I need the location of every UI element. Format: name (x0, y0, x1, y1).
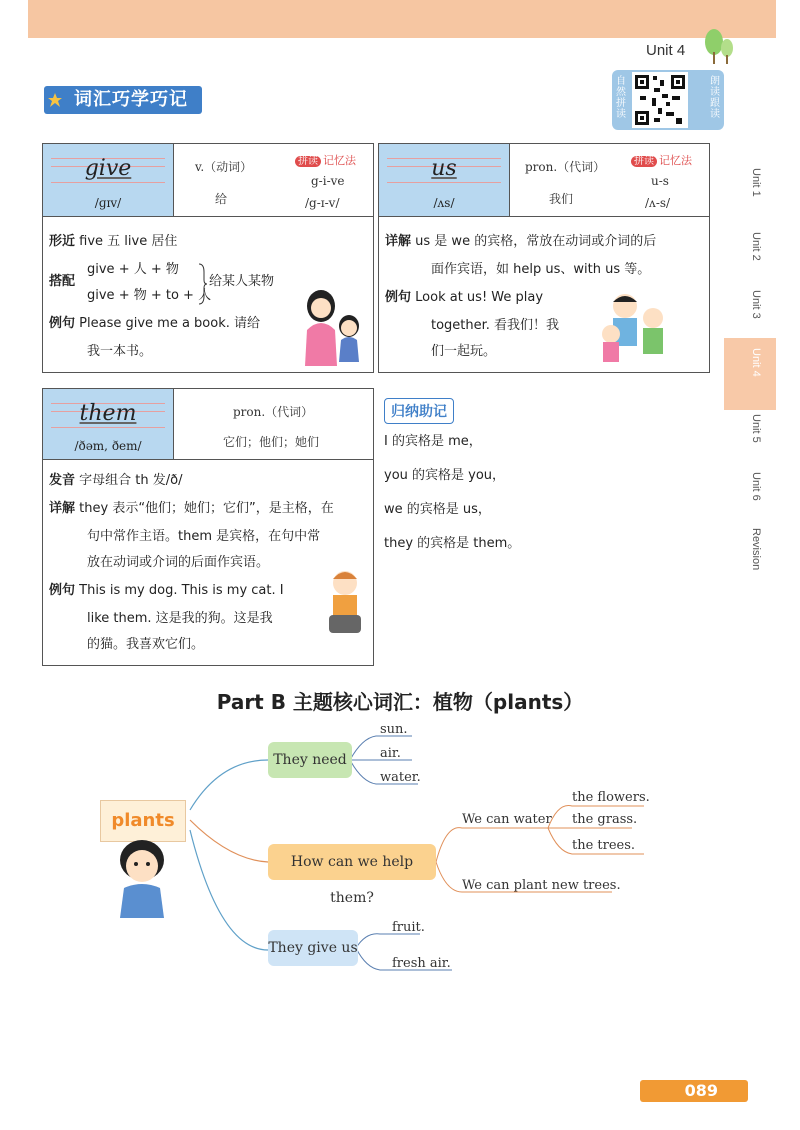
page-number: 089 (684, 1081, 718, 1100)
leaf-flowers: the flowers. (572, 790, 650, 805)
leaf-fresh-air: fresh air. (392, 956, 451, 971)
summary-line: I 的宾格是 me， (384, 434, 482, 449)
side-tab-unit6[interactable]: Unit 6 (750, 472, 762, 501)
word-title: give (84, 156, 132, 181)
summary-line: we 的宾格是 us， (384, 502, 491, 517)
detail-line: 详解 they 表示“他们；她们；它们”，是主格，在 (49, 501, 334, 516)
phonetic: /ɡɪv/ (94, 196, 122, 210)
example-line-2: like them. 这是我的狗。这是我 (87, 611, 273, 626)
word-card-give (42, 143, 374, 373)
phonics-badge: 拼读 记忆法 (295, 152, 356, 168)
detail-line: 详解 us 是 we 的宾格，常放在动词或介词的后 (385, 234, 657, 249)
phonics-split-phonetic: /ʌ-s/ (645, 196, 671, 210)
phonics-split: u-s (651, 174, 669, 188)
star-icon (48, 93, 62, 107)
example-line: 例句 Please give me a book. 请给 (49, 316, 261, 331)
collocation-meaning: 给某人某物 (209, 274, 275, 289)
collocation-1: give + 人 + 物 (87, 262, 179, 277)
word-title: them (79, 401, 137, 426)
meaning: 我们 (549, 192, 574, 206)
boy-illustration (321, 567, 369, 637)
summary-line: you 的宾格是 you， (384, 468, 506, 483)
phonetic: /ʌs/ (433, 196, 455, 210)
qr-right-label: 朗读跟读 (710, 76, 720, 120)
qr-code-icon[interactable] (632, 72, 688, 128)
word-head (43, 144, 174, 216)
qr-left-label: 自然拼读 (616, 76, 626, 120)
branch-help-them: How can we help them? (268, 844, 436, 880)
phonetic: /ðəm, ðem/ (74, 439, 142, 453)
word-card-us (378, 143, 710, 373)
branch-they-need: They need (268, 742, 352, 778)
collocation-2: give + 物 + to + 人 (87, 288, 212, 303)
word-title: us (431, 156, 457, 181)
example-line-2: 我一本书。 (87, 344, 153, 359)
summary-line: they 的宾格是 them。 (384, 536, 521, 551)
detail-line-2: 面作宾语，如 help us、with us 等。 (431, 262, 651, 277)
part-of-speech: pron.（代词） (233, 405, 314, 419)
leaf-water: water. (380, 770, 421, 785)
meaning: 给 (215, 192, 228, 206)
word-head (43, 389, 174, 459)
phonics-split: g-i-ve (311, 174, 345, 188)
leaf-trees: the trees. (572, 838, 636, 853)
row-label: 形近 five 五 live 居住 (49, 234, 178, 249)
family-illustration (597, 290, 677, 366)
side-tab-unit1[interactable]: Unit 1 (750, 168, 762, 197)
example-line-2: together. 看我们！我 (431, 318, 560, 333)
phonics-badge: 拼读 记忆法 (631, 152, 692, 168)
leaf-sun: sun. (380, 722, 408, 737)
center-label: plants (111, 810, 175, 831)
part-of-speech: v.（动词） (195, 160, 253, 174)
leaf-air: air. (380, 746, 401, 761)
pronunciation-line: 发音 字母组合 th 发/ð/ (49, 473, 183, 488)
tree-icon (702, 28, 736, 64)
example-line: 例句 This is my dog. This is my cat. I (49, 583, 284, 598)
sub-we-can-water: We can water (462, 812, 552, 827)
example-line-3: 们一起玩。 (431, 344, 497, 359)
section-title: 词汇巧学巧记 (44, 86, 202, 114)
brace-icon (197, 262, 207, 306)
side-tab-unit2[interactable]: Unit 2 (750, 232, 762, 261)
row-label: 搭配 (49, 274, 76, 289)
detail-line-3: 放在动词或介词的后面作宾语。 (87, 555, 270, 570)
sub-plant-new-trees: We can plant new trees. (462, 878, 621, 893)
word-head (379, 144, 510, 216)
example-line: 例句 Look at us! We play (385, 290, 544, 305)
part-of-speech: pron.（代词） (525, 160, 606, 174)
side-tab-unit5[interactable]: Unit 5 (750, 414, 762, 443)
side-tab-unit3[interactable]: Unit 3 (750, 290, 762, 319)
leaf-grass: the grass. (572, 812, 638, 827)
meaning: 它们；他们；她们 (223, 435, 320, 449)
top-banner (28, 0, 776, 38)
leaf-fruit: fruit. (392, 920, 425, 935)
side-tab-revision[interactable]: Revision (750, 528, 762, 571)
part-b-title: Part B 主题核心词汇：植物（plants） (216, 690, 584, 714)
summary-title: 归纳助记 (384, 398, 454, 424)
child-illustration (104, 838, 180, 918)
unit-label: Unit 4 (646, 42, 686, 59)
detail-line-2: 句中常作主语。them 是宾格，在句中常 (87, 529, 321, 544)
mother-child-illustration (299, 286, 369, 366)
phonics-split-phonetic: /g-ɪ-v/ (305, 196, 340, 210)
page-number-tab (640, 1080, 748, 1102)
center-sign (100, 800, 186, 842)
side-tab-unit4[interactable]: Unit 4 (750, 348, 762, 377)
branch-give-us: They give us (268, 930, 358, 966)
word-card-them (42, 388, 374, 666)
example-line-3: 的猫。我喜欢它们。 (87, 637, 205, 652)
